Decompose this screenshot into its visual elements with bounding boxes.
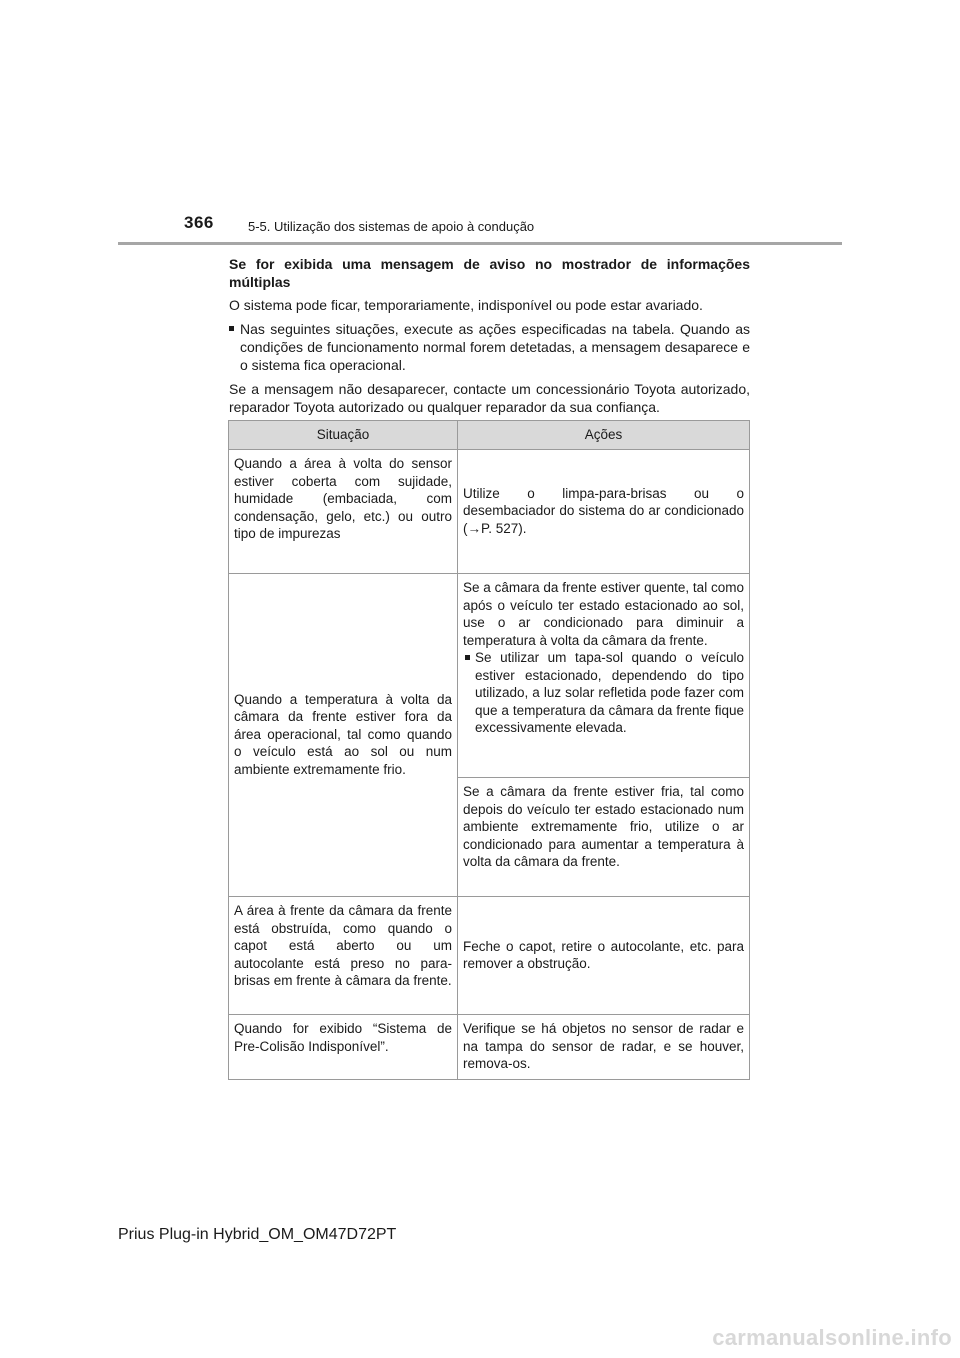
situation-cell	[229, 450, 458, 574]
section-title: 5-5. Utilização dos sistemas de apoio à condução	[248, 219, 535, 234]
action-cell	[458, 1015, 750, 1080]
contact-paragraph: Se a mensagem não desaparecer, contacte um concessionário Toyota autorizado, reparador Toyota autorizado ou qualquer reparador da sua confiança.	[229, 381, 750, 415]
column-header-actions: Ações	[458, 421, 750, 450]
section-heading: Se for exibida uma mensagem de aviso no mostrador de informações múltiplas	[229, 256, 750, 290]
table-row	[229, 897, 750, 1015]
situation-cell	[229, 574, 458, 897]
table-row	[229, 574, 750, 778]
action-note-text: Se utilizar um tapa-sol quando o veículo estiver estacionado, dependendo do tipo utilizado, a luz solar refletida pode fazer com que a temperatura da câmara da frente fique excessivamente elevada.	[475, 650, 744, 735]
header-rule	[118, 242, 842, 245]
table-header-row	[229, 421, 750, 450]
situation-text: Quando a área à volta do sensor estiver coberta com sujidade, humidade (embaciada, com condensação, gelo, etc.) ou outro tipo de impurezas	[234, 456, 452, 541]
situation-cell	[229, 1015, 458, 1080]
action-cell	[458, 897, 750, 1015]
action-text: Se a câmara da frente estiver fria, tal como depois do veículo ter estado estacionado num ambiente extremamente frio, utilize o ar condicionado para aumentar a temperatura à volta da câmara da frente.	[463, 784, 744, 869]
action-text: Utilize o limpa-para-brisas ou o desembaciador do sistema do ar condicionado (→P. 527).	[463, 485, 744, 536]
action-cell	[458, 450, 750, 574]
instruction-text: Nas seguintes situações, execute as ações especificadas na tabela. Quando as condições de funcionamento normal forem detetadas, a mensagem desaparece e o sistema fica operacional.	[240, 321, 750, 373]
situation-text: Quando a temperatura à volta da câmara da frente estiver fora da área operacional, tal como quando o veículo está ao sol ou num ambiente extremamente frio.	[234, 691, 452, 777]
instruction-bullet	[229, 320, 750, 374]
page-number: 366	[184, 213, 214, 232]
watermark[interactable]: carmanualsonline.info	[712, 1325, 952, 1350]
main-content	[229, 255, 750, 416]
action-text: Se a câmara da frente estiver quente, tal como após o veículo ter estado estacionado ao sol, use o ar condicionado para diminuir a temperatura à volta da câmara da frente.	[463, 580, 744, 648]
situation-cell	[229, 897, 458, 1015]
footer-document-code: Prius Plug-in Hybrid_OM_OM47D72PT	[118, 1226, 397, 1243]
action-cell	[458, 778, 750, 897]
warning-table	[228, 420, 750, 1080]
table-row	[229, 1015, 750, 1080]
situation-text: Quando for exibido “Sistema de Pre-Colisão Indisponível”.	[234, 1021, 452, 1054]
action-note	[463, 649, 744, 737]
column-header-situation: Situação	[229, 421, 458, 450]
situation-text: A área à frente da câmara da frente está obstruída, como quando o capot está aberto ou um autocolante está preso no para-brisas em frente à câmara da frente.	[234, 903, 452, 988]
bullet-square-icon	[465, 655, 470, 660]
action-text: Feche o capot, retire o autocolante, etc. para remover a obstrução.	[463, 938, 744, 971]
table-row	[229, 450, 750, 574]
action-text: Verifique se há objetos no sensor de radar e na tampa do sensor de radar, e se houver, remova-os.	[463, 1021, 744, 1071]
bullet-square-icon	[229, 326, 234, 331]
intro-paragraph: O sistema pode ficar, temporariamente, indisponível ou pode estar avariado.	[229, 297, 703, 313]
action-cell	[458, 574, 750, 778]
